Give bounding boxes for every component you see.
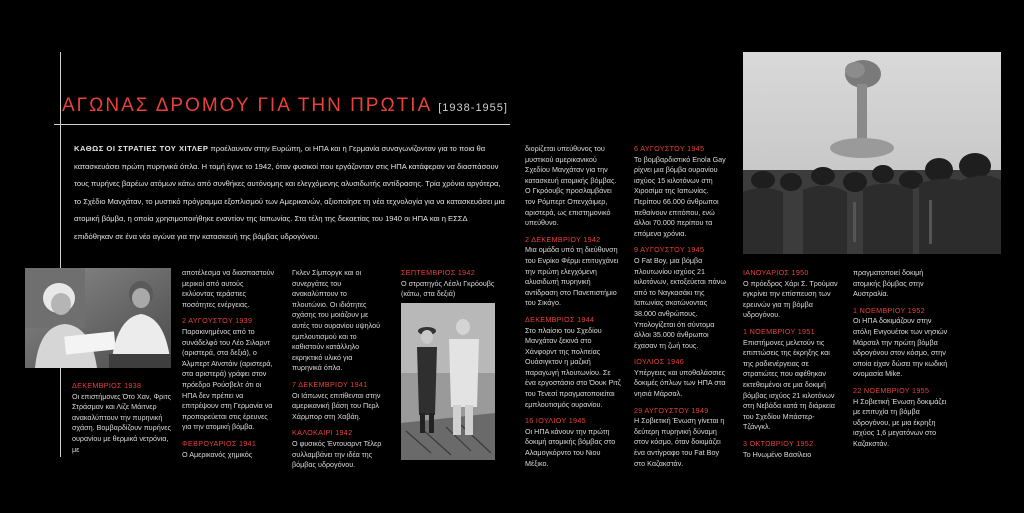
timeline-text: Επιστήμονες μελετούν τις επιπτώσεις της έκρηξης και της ραδιενέργειας σε στρατιώτες που αφέθηκαν εκτεθειμένοι σε μια δοκιμή βόμβας ισχύος 21 κιλοτόνων στη Νεβάδα κατά τη διάρκεια του Σχεδίου Μπάστερ-Τζάνγκλ. [743,337,835,432]
timeline-text: Οι ΗΠΑ κάνουν την πρώτη δοκιμή ατομικής βόμβας στο Αλαμογκόρντο του Νιου Μέξικο. [525,426,616,468]
timeline-date: 7 ΔΕΚΕΜΒΡΙΟΥ 1941 [292,379,368,389]
photo-einstein-szilard [25,268,171,368]
timeline-date: 2 ΑΥΓΟΥΣΤΟΥ 1939 [182,316,253,326]
timeline-text: Η Σοβιετική Ένωση δοκιμάζει με επιτυχία τη βόμβα υδρογόνου, με μια έκρηξη ισχύος 1,6 μεγατόνων στο Καζακστάν. [853,396,947,448]
timeline-date: 1 ΝΟΕΜΒΡΙΟΥ 1952 [853,305,925,315]
timeline-text: Ο στρατηγός Λέσλι Γκρόουβς (κάτω, στα δεξιά) [401,278,495,299]
title-text: ΑΓΩΝΑΣ ΔΡΟΜΟΥ ΓΙΑ ΤΗΝ ΠΡΩΤΙΑ [62,95,433,116]
timeline-date: 22 ΝΟΕΜΒΡΙΟΥ 1955 [853,385,930,395]
timeline-column-1 [72,381,172,461]
timeline-text: Ο φυσικός Έντουαρντ Τέλερ συλλαμβάνει την ιδέα της βόμβας υδρογόνου. [292,438,382,470]
timeline-column-2 [182,268,275,466]
timeline-date: 6 ΑΥΓΟΥΣΤΟΥ 1945 [634,144,705,153]
timeline-date: ΚΑΛΟΚΑΙΡΙ 1942 [292,428,353,438]
timeline-text: διορίζεται υπεύθυνος του μυστικού αμερικανικού Σχεδίου Μανχάταν για την κατασκευή ατομικής βόμβας. Ο Γκρόουβς προσλαμβάνει τον Ρόμπερτ Οπενχάιμερ, αριστερά, ως επιστημονικό υπεύθυνο. [525,144,617,228]
timeline-text: Οι ΗΠΑ δοκιμάζουν στην ατόλη Ενιγουέτοκ των νησιών Μάρσαλ την πρώτη βόμβα υδρογόνου στον κόσμο, στην οποία είχαν δώσει την κωδική ονομασία Mike. [853,316,948,379]
title-range: [1938-1955] [438,102,508,114]
frame-line-vertical [60,52,61,457]
timeline-date: ΣΕΠΤΕΜΒΡΙΟΣ 1942 [401,268,476,277]
timeline-text: Παρακινημένος από το συνάδελφό του Λέο Σιλαρντ (αριστερά, στα δεξιά), ο Άλμπερτ Αϊνστάιν (αριστερά, στα αριστερά) γράφει στον πρόεδρο Ρούσβελτ ότι οι ΗΠΑ δεν πρέπει να επιτρέψουν στη Γερμανία να προπορεύεται στις έρευνες για την ατομική βόμβα. [182,326,273,432]
timeline-date: 16 ΙΟΥΛΙΟΥ 1945 [525,416,586,426]
timeline-date: 9 ΑΥΓΟΥΣΤΟΥ 1945 [634,245,705,255]
timeline-text: Οι Ιάπωνες επιτίθενται στην αμερικανική βάση του Περλ Χάρμπορ στη Χαβάη. [292,390,381,421]
page-title [62,95,508,117]
timeline-date: ΦΕΒΡΟΥΑΡΙΟΣ 1941 [182,438,257,448]
timeline-date: 2 ΔΕΚΕΜΒΡΙΟΥ 1942 [525,234,601,244]
photo-groves-oppenheimer [401,303,495,460]
timeline-text: αποτέλεσμα να διασπαστούν μερικοί από αυτούς εκλύοντας τεράστιες ποσότητες ενέργειας. [182,268,275,309]
timeline-text: Στο πλαίσιο του Σχεδίου Μανχάταν ξεκινά στο Χάνφορντ της πολιτείας Ουάσιγκτον η μαζική παραγωγή πλουτωνίου. Σε ένα εργοστάσιο στο Όουκ Ριτζ του Τενεσί πραγματοποιείται εμπλουτισμός ουρανίου. [525,325,621,409]
timeline-text: Γκλεν Σίμποργκ και οι συνεργάτες του ανακαλύπτουν το πλουτώνιο. Οι ιδιότητες σχάσης του μοιάζουν με αυτές του ουρανίου υψηλού εμπλουτισμού και το καθιστούν κατάλληλο εκρηκτικό υλικό για πυρηνικά όπλα. [292,268,381,373]
timeline-text: Οι επιστήμονες Ότο Χαν, Φριτς Στράσμαν και Λίζε Μάιτνερ ανακαλύπτουν την πυρηνική σχάση. Βομβαρδίζουν πυρήνες ουρανίου με θερμικά νετρόνια, με [72,391,172,454]
timeline-date: ΔΕΚΕΜΒΡΙΟΣ 1938 [72,381,142,390]
timeline-column-8 [853,268,951,456]
intro-lead: ΚΑΘΩΣ ΟΙ ΣΤΡΑΤΙΕΣ ΤΟΥ ΧΙΤΛΕΡ [74,144,209,153]
timeline-date: 29 ΑΥΓΟΥΣΤΟΥ 1949 [634,405,709,415]
timeline-date: ΙΟΥΛΙΟΣ 1946 [634,357,685,367]
timeline-text: Η Σοβιετική Ένωση γίνεται η δεύτερη πυρηνική δύναμη στον κόσμο, όταν δοκιμάζει ένα αντίγραφο του Fat Boy στο Καζακστάν. [634,416,725,468]
timeline-text: Ο πρόεδρος Χάρι Σ. Τρούμαν εγκρίνει την επίσπευση των ερευνών για τη βόμβα υδρογόνου. [743,278,838,320]
timeline-column-4 [401,268,495,306]
timeline-text: Υπέργειες και υποθαλάσσιες δοκιμές όπλων των ΗΠΑ στα νησιά Μάρσαλ. [634,367,726,399]
timeline-text: Το βομβαρδιστικό Enola Gay ρίχνει μια βόμβα ουρανίου ισχύος 15 κιλοτόνων στη Χιροσίμα της Ιαπωνίας. Περίπου 66.000 άνθρωποι πεθαίνουν επιτόπου, ενώ άλλοι 70.000 περίπου τα επόμενα χρόνια. [634,154,726,238]
timeline-text: Ο Fat Boy, μια βόμβα πλουτωνίου ισχύος 21 κιλοτόνων, εκτοξεύεται πάνω από το Ναγκασάκι της Ιαπωνίας σκοτώνοντας 38.000 ανθρώπους. Υπολογίζεται ότι σύντομα άλλοι 35.000 άνθρωποι έχασαν τη ζωή τους. [634,255,726,350]
timeline-text: Μια ομάδα υπό τη διεύθυνση του Ενρίκο Φέρμι επιτυγχάνει την πρώτη ελεγχόμενη αλυσιδωτή πυρηνική αντίδραση στο Πανεπιστήμιο του Σικάγο. [525,245,619,308]
timeline-column-5 [525,144,621,475]
timeline-column-3 [292,268,384,477]
intro-paragraph [74,140,506,246]
timeline-date: 1 ΝΟΕΜΒΡΙΟΥ 1951 [743,326,815,336]
timeline-column-6 [634,144,730,475]
timeline-date: ΙΑΝΟΥΑΡΙΟΣ 1950 [743,268,809,277]
photo-atomic-test-soldiers [743,52,1001,254]
timeline-text: πραγματοποιεί δοκιμή ατομικής βόμβας στην Αυστραλία. [853,268,924,299]
timeline-date: 3 ΟΚΤΩΒΡΙΟΥ 1952 [743,438,814,448]
timeline-text: Το Ηνωμένο Βασίλειο [743,449,812,459]
frame-line-horizontal [54,124,510,125]
intro-text: προέλαυναν στην Ευρώπη, οι ΗΠΑ και η Γερμανία συναγωνίζονταν για το ποια θα κατασκευάσει πρώτη πυρηνικά όπλα. Η τομή έγινε το 1942, όταν φυσικοί που εργάζονταν στις ΗΠΑ κατάφεραν να διασπάσουν τους πυρήνες βαρέων ατόμων κάτω από συνθήκες αυτόνομης και ελεγχόμενης αλυσιδωτής αντίδρασης. Τρία χρόνια αργότερα, το Σχέδιο Μανχάταν, το μυστικό πρόγραμμα εξοπλισμού των Αμερικανών, αξιοποίησε τη νέα τεχνολογία για να κατασκευάσει μια ατομική βόμβα, η οποία χρησιμοποιήθηκε εναντίον της Ιαπωνίας. Στα τέλη της δεκαετίας του 1940 οι ΗΠΑ και η ΕΣΣΔ επιδόθηκαν σε ένα νέο αγώνα για την κατασκευή της βόμβας υδρογόνου. [74,144,505,241]
timeline-date: ΔΕΚΕΜΒΡΙΟΣ 1944 [525,314,595,324]
timeline-column-7 [743,268,839,466]
timeline-text: Ο Αμερικανός χημικός [182,449,253,459]
